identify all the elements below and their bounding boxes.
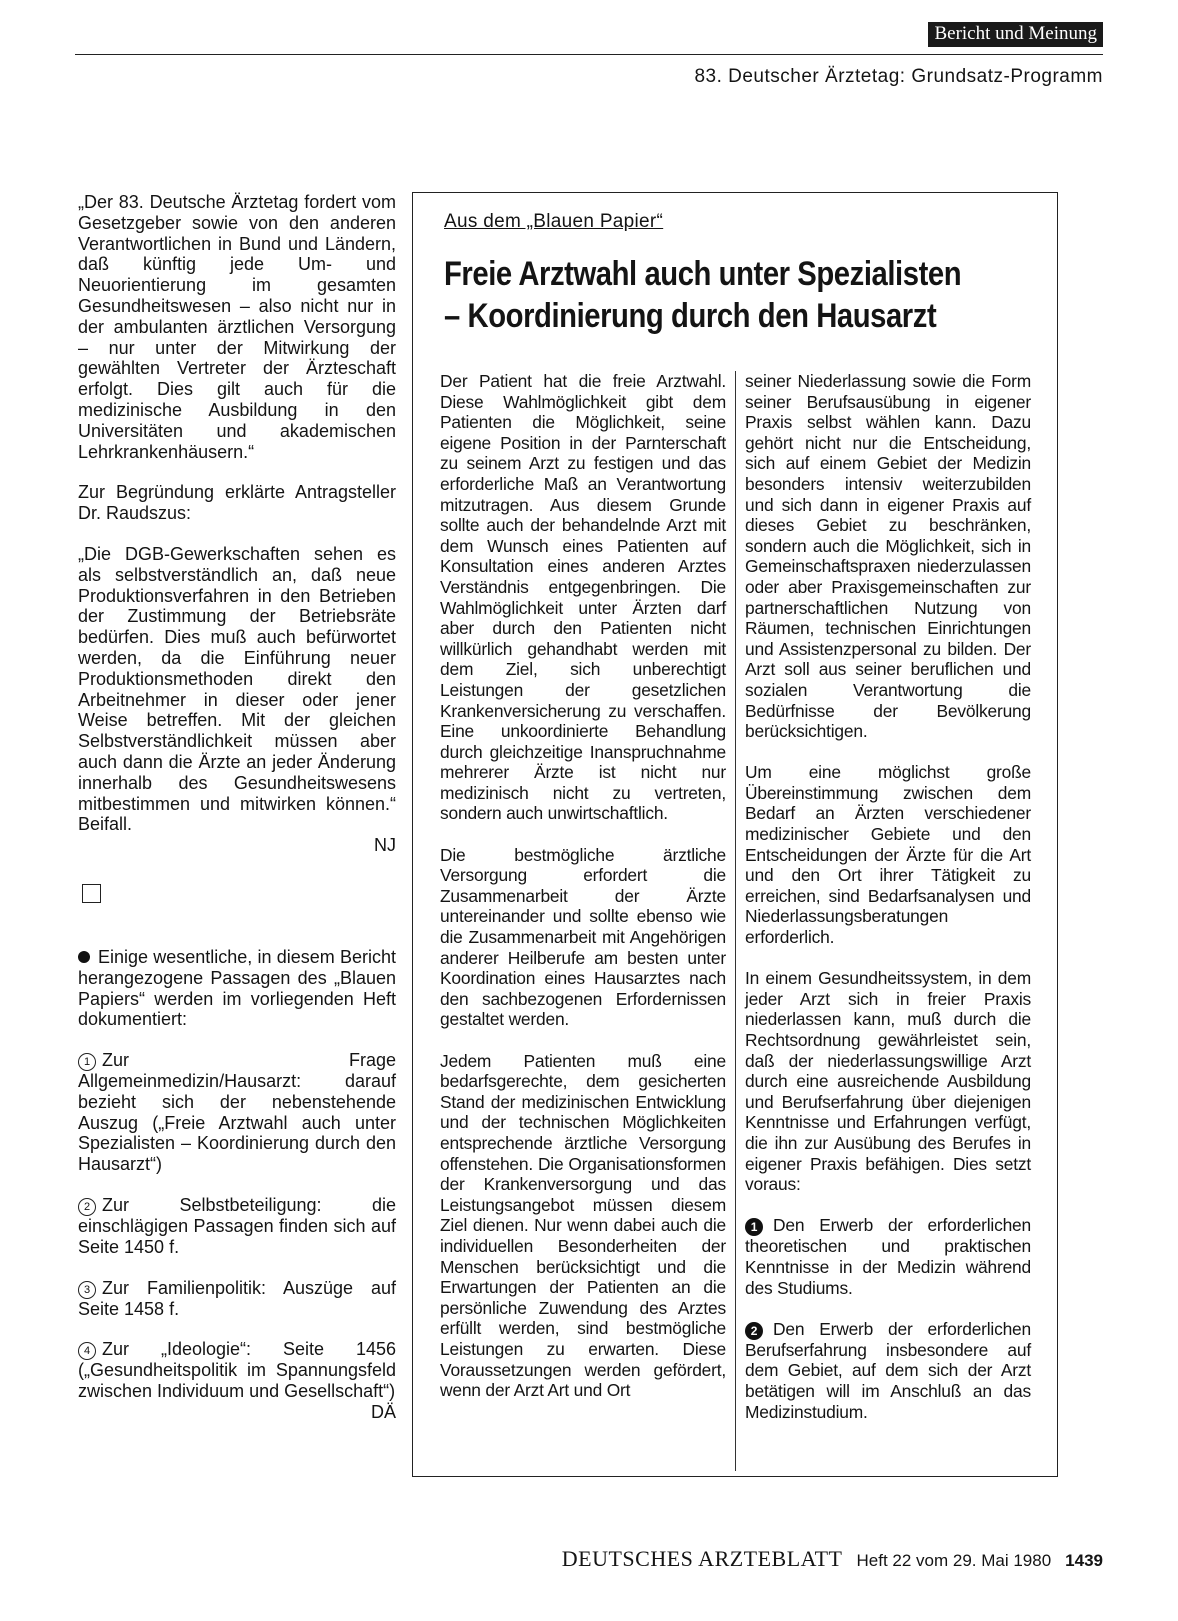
article-paragraph: In einem Gesundheitssystem, in dem jeder Arzt sich in freier Praxis niederlassen kann, muß durch die Rechtsordnung gewährleistet sein, daß der niederlassungswillige Arzt durch eine ausreichende Ausbildung und Berufserfahrung über diejenigen Kenntnisse und Erfahrungen verfügt, die ihn zur Ausübung des Berufes in eigener Praxis befähigen. Dies setzt voraus: (745, 968, 1031, 1195)
headline-line-1: Freie Arztwahl auch unter Spezialisten (444, 255, 962, 293)
article-column-1 (440, 371, 726, 1421)
note-item: 1 Zur Frage Allgemeinmedizin/Hausarzt: darauf bezieht sich der nebenstehende Auszug („Freie Arztwahl auch unter Spezialisten – Koordinierung durch den Hausarzt“) (78, 1050, 396, 1175)
article-paragraph: Jedem Patienten muß eine bedarfsgerechte, dem gesicherten Stand der medizinischen Entwicklung und der technischen Möglichkeiten entsprechende ärztliche Versorgung offenstehen. Die Organisationsformen der Krankenversorgung und das Leistungsangebot müssen diesem Ziel dienen. Nur wenn dabei auch die individuellen Besonderheiten der Menschen berücksichtigt und die Erwartungen der Patienten an die persönliche Zuwendung des Arztes erfüllt werden, sind bestmögliche Leistungen zu erwarten. Diese Voraussetzungen werden gefördert, wenn der Arzt Art und Ort (440, 1050, 726, 1401)
article-headline (444, 253, 1046, 337)
signature-line (78, 1402, 396, 1423)
header-rule (75, 54, 1103, 55)
article-paragraph: seiner Niederlassung sowie die Form seiner Berufsausübung in eigener Praxis selbst wählen kann. Dazu gehört nicht nur die Entscheidung, sich auf einem Gebiet der Medizin besonders intensiv weiterzubilden und sich dann in eigener Praxis auf dieses Gebiet zu beschränken, sondern auch die Möglichkeit, sich in Gemeinschaftspraxen niederzulassen oder aber Praxisgemeinschaften zur partnerschaftlichen Nutzung von Räumen, technischen Einrichtungen und Assistenzpersonal zu bilden. Der Arzt soll aus seiner beruflichen und sozialen Verantwortung die Bedürfnisse der Bevölkerung berücksichtigen. (745, 371, 1031, 742)
column-divider (735, 371, 736, 1471)
note-item: 2 Zur Selbstbeteiligung: die einschlägigen Passagen finden sich auf Seite 1450 f. (78, 1195, 396, 1257)
requirement-point: 1 Den Erwerb der erforderlichen theoretischen und praktischen Kenntnisse in der Medizin während des Studiums. (745, 1215, 1031, 1298)
circled-number-icon: 4 (78, 1342, 96, 1360)
signature-line (78, 835, 396, 856)
page-footer (562, 1546, 1103, 1572)
issue-info: Heft 22 vom 29. Mai 1980 (856, 1551, 1052, 1570)
number-badge-icon: 1 (745, 1218, 763, 1236)
end-square-icon (82, 884, 101, 903)
article-paragraph: Der Patient hat die freie Arztwahl. Diese Wahlmöglichkeit gibt dem Patienten die Möglichkeit, seine eigene Position in der Parnterschaft zu seinem Arzt zu festigen und das erforderliche Maß an Verantwortung mitzutragen. Aus diesem Grunde sollte auch der behandelnde Arzt mit dem Wunsch eines Patienten auf Konsultation eines anderen Arztes Verständnis entgegenbringen. Die Wahlmöglichkeit unter Ärzten darf aber durch den Patienten nicht willkürlich gehandhabt werden mit dem Ziel, sich unberechtigt Leistungen der gesetzlichen Krankenversicherung zu verschaffen. Eine unkoordinierte Behandlung durch gleichzeitige Inanspruchnahme mehrerer Ärzte ist nicht nur medizinisch nicht zu vertreten, sondern auch unwirtschaftlich. (440, 371, 726, 824)
circled-number-icon: 3 (78, 1281, 96, 1299)
page-number: 1439 (1065, 1551, 1103, 1570)
article-kicker: Aus dem „Blauen Papier“ (444, 211, 664, 232)
author-sign-da: DÄ (370, 1402, 396, 1423)
note-item: 4 Zur „Ideologie“: Seite 1456 („Gesundheitspolitik im Spannungsfeld zwischen Individuum und Gesellschaft“) (78, 1339, 396, 1402)
number-badge-icon: 2 (745, 1322, 763, 1340)
running-title: 83. Deutscher Ärztetag: Grundsatz-Programm (694, 66, 1103, 87)
circled-number-icon: 2 (78, 1198, 96, 1216)
note-item: 3 Zur Familienpolitik: Auszüge auf Seite 1458 f. (78, 1277, 396, 1319)
journal-name: DEUTSCHES ARZTEBLATT (561, 1546, 843, 1571)
left-column (78, 192, 396, 1423)
article-box (412, 192, 1058, 1477)
circled-number-icon: 1 (78, 1053, 96, 1071)
article-paragraph: Um eine möglichst große Übereinstimmung zwischen dem Bedarf an Ärzten verschiedener medizinischer Gebiete und den Entscheidungen der Ärzte für die Art und den Ort ihrer Tätigkeit zu erreichen, sind Bedarfsanalysen und Niederlassungsberatungen erforderlich. (745, 762, 1031, 948)
justification-intro: Zur Begründung erklärte Antragsteller Dr. Raudszus: (78, 482, 396, 524)
article-paragraph: Die bestmögliche ärztliche Versorgung erfordert die Zusammenarbeit der Ärzte untereinander und sollte ebenso wie die Zusammenarbeit mit Angehörigen anderer Heilberufe am besten unter Koordination eines Hausarztes nach den sachbezogenen Erfordernissen gestaltet werden. (440, 844, 726, 1030)
article-column-2 (745, 371, 1031, 1443)
resolution-quote: „Der 83. Deutsche Ärztetag fordert vom Gesetzgeber sowie von den anderen Verantwortlichen in Bund und Ländern, daß künftig jede Um- und Neuorientierung im gesamten Gesundheitswesen – also nicht nur in der ambulanten ärztlichen Versorgung – nur unter der Mitwirkung der gewählten Vertreter der Ärzteschaft erfolgt. Dies gilt auch für die medizinische Ausbildung in den Universitäten und akademischen Lehrkrankenhäusern.“ (78, 192, 396, 462)
bullet-icon (78, 951, 90, 963)
justification-quote: „Die DGB-Gewerkschaften sehen es als selbstverständlich an, daß neue Produktionsverfahren in den Betrieben der Zustimmung der Betriebsräte bedürfen. Dies muß auch befürwortet werden, da die Einführung neuer Produktionsmethoden direkt den Arbeitnehmer in dieser oder jener Weise betreffen. Mit der gleichen Selbstverständlichkeit müssen aber auch dann die Ärzte an jeder Änderung innerhalb des Gesundheitswesens mitbestimmen und mitwirken können.“ Beifall. (78, 543, 396, 835)
note-intro: Einige wesentliche, in diesem Bericht herangezogene Passagen des „Blauen Papiers“ werden im vorliegenden Heft dokumentiert: (78, 946, 396, 1030)
headline-line-2: – Koordinierung durch den Hausarzt (444, 297, 937, 335)
author-sign-nj: NJ (374, 835, 396, 856)
requirement-point: 2 Den Erwerb der erforderlichen Berufserfahrung insbesondere auf dem Gebiet, auf dem sich der Arzt betätigen will im Anschluß an das Medizinstudium. (745, 1318, 1031, 1422)
section-label: Bericht und Meinung (928, 22, 1103, 47)
